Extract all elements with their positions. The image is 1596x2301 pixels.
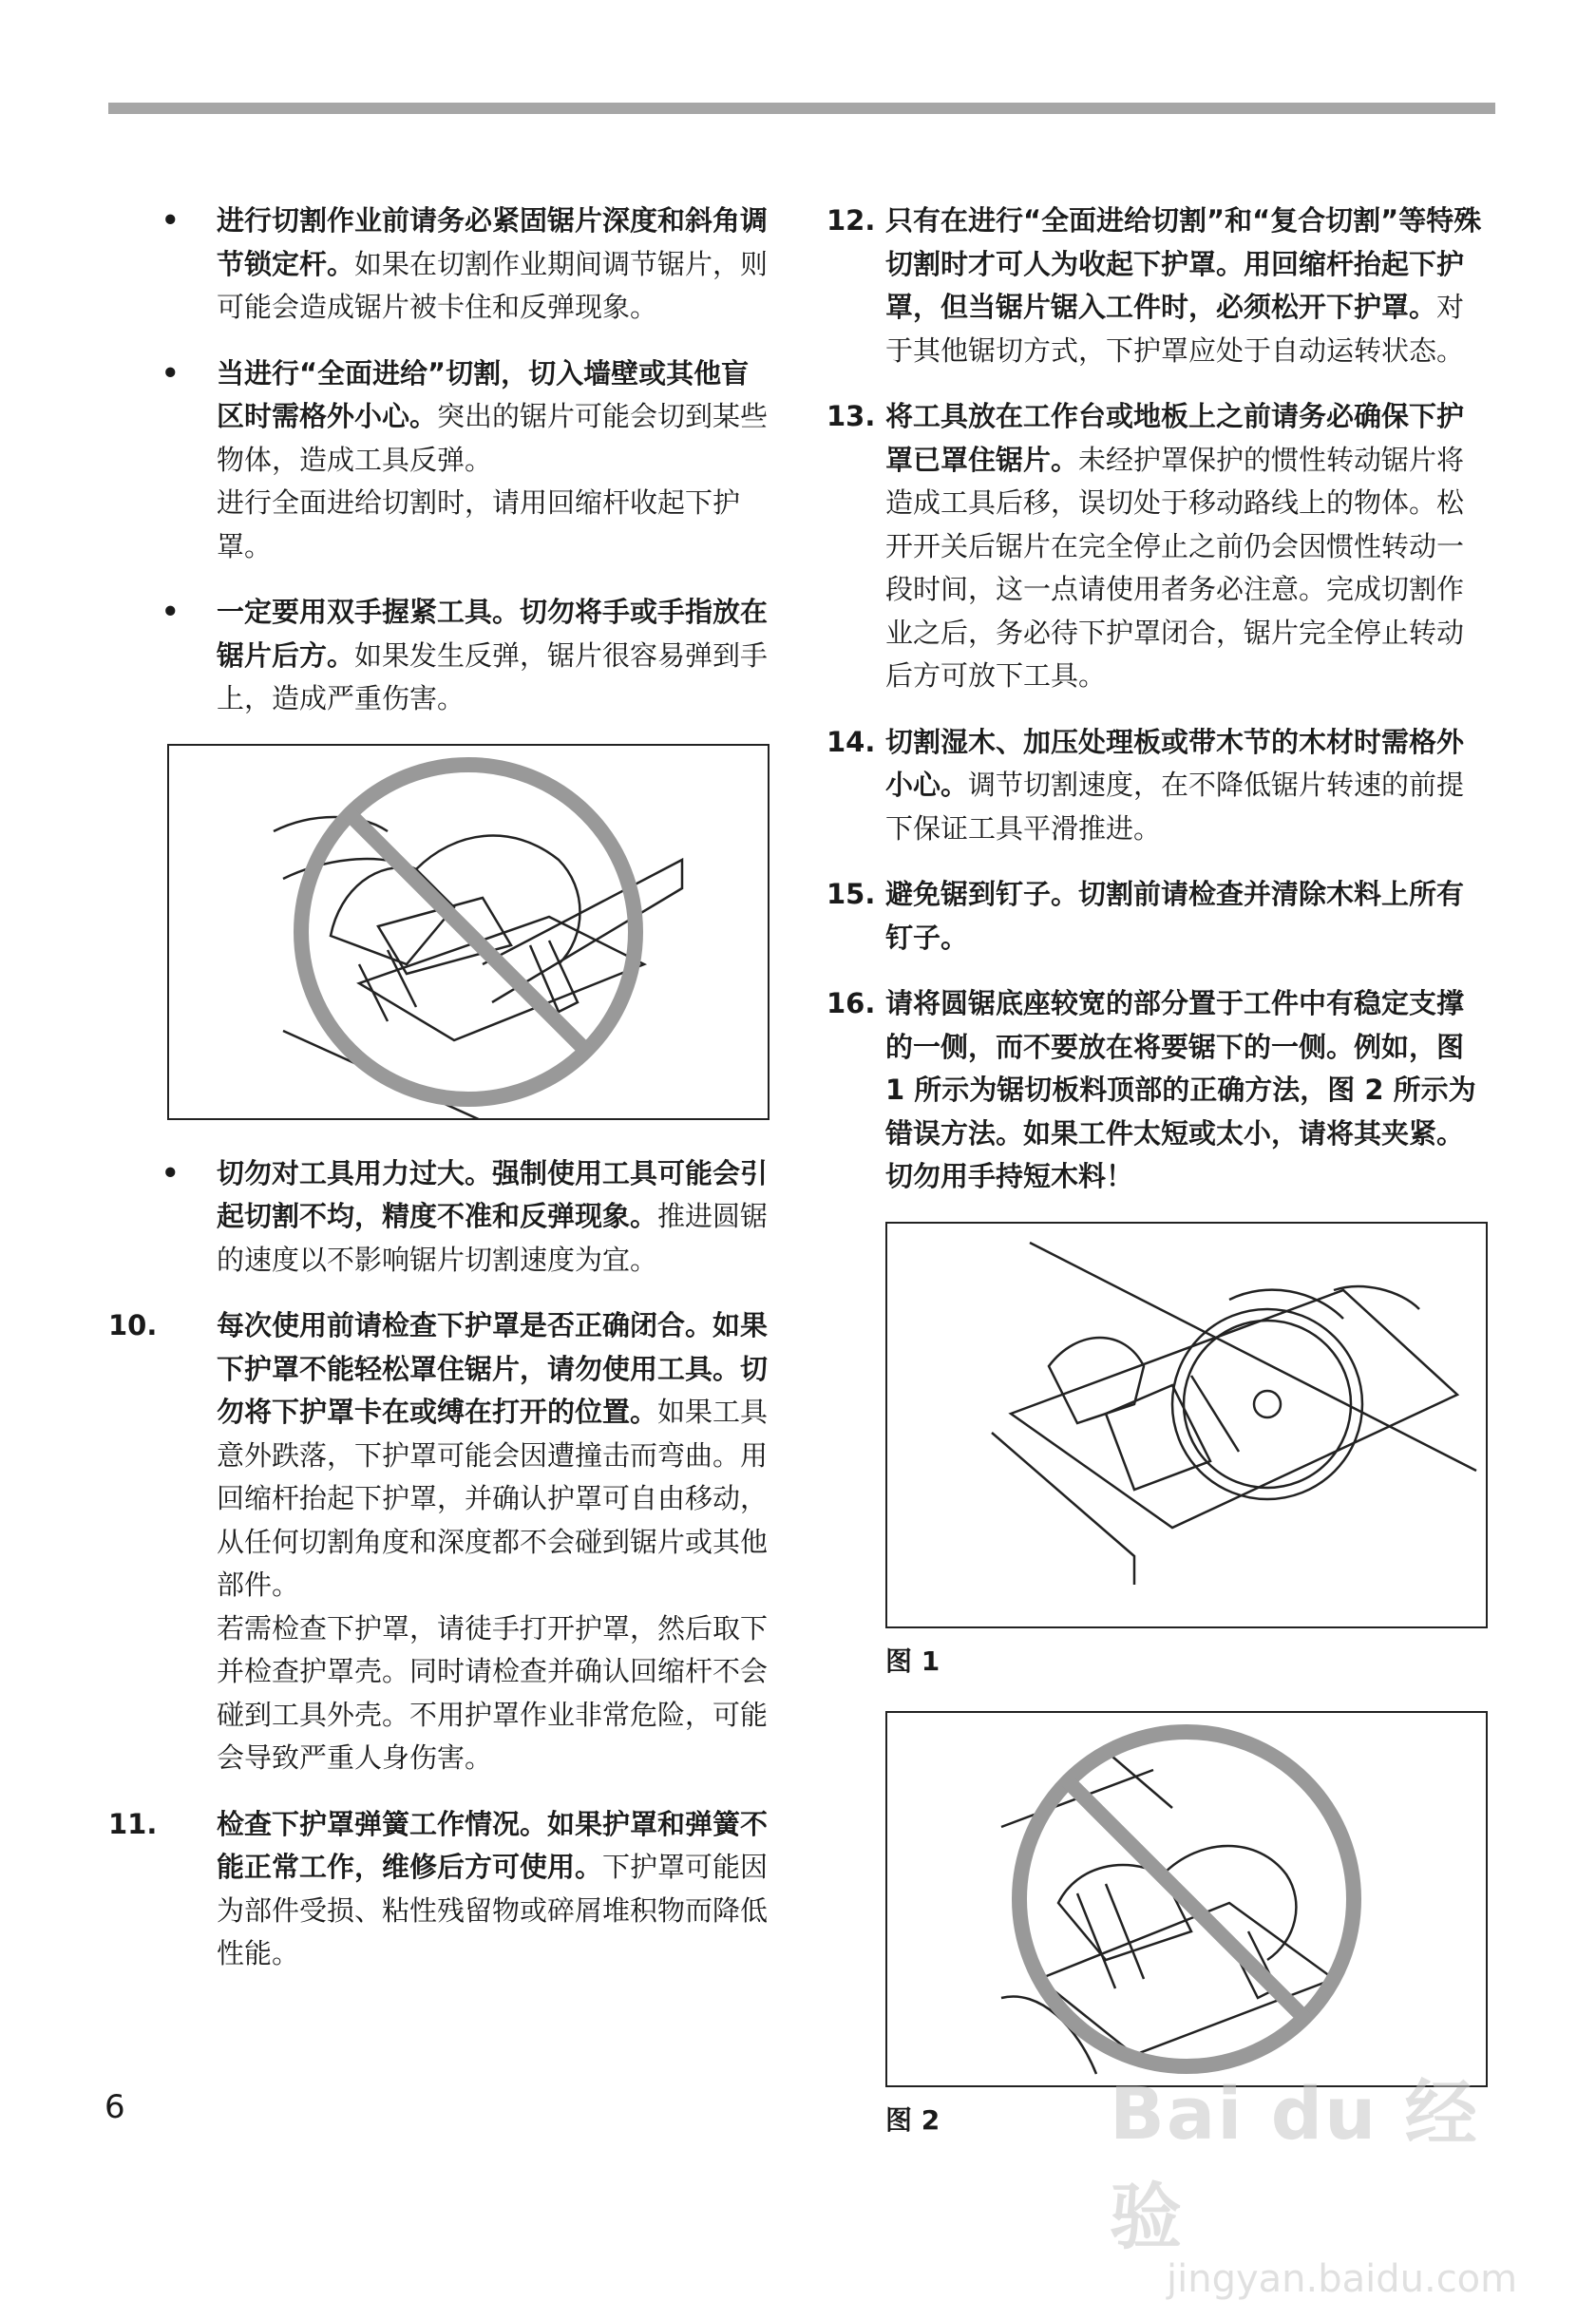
body-text-extra: 进行全面进给切割时，请用回缩杆收起下护罩。 bbox=[217, 486, 741, 562]
list-number: 14. bbox=[826, 725, 876, 758]
figure-prohibited-hand-position bbox=[167, 744, 770, 1120]
list-marker: • bbox=[162, 1156, 180, 1189]
warning-bold-text: 检查下护罩弹簧工作情况。如果护罩和弹簧不能正常工作，维修后方可使用。 bbox=[217, 1807, 769, 1883]
list-number: 13. bbox=[826, 400, 876, 432]
list-number: 16. bbox=[826, 987, 876, 1019]
body-text: 下护罩可能因为部件受损、粘性残留物或碎屑堆积物而降低性能。 bbox=[217, 1851, 769, 1969]
body-text-extra: 若需检查下护罩，请徒手打开护罩，然后取下并检查护罩壳。同时请检查并确认回缩杆不会碰到工具外壳。不用护罩作业非常危险，可能会导致严重人身伤害。 bbox=[217, 1611, 769, 1774]
list-item bbox=[826, 721, 1488, 851]
body-text: 如果工具意外跌落，下护罩可能会因遭撞击而弯曲。用回缩杆抬起下护罩，并确认护罩可自由移动，从任何切割角度和深度都不会碰到锯片或其他部件。 bbox=[217, 1396, 769, 1601]
list-item bbox=[826, 395, 1488, 698]
left-column bbox=[108, 200, 770, 1999]
page-number: 6 bbox=[104, 2088, 125, 2126]
watermark-logo: Bai du 经验 bbox=[1110, 2071, 1479, 2259]
warning-bold-text: 请将圆锯底座较宽的部分置于工件中有稳定支撑的一侧，而不要放在将要锯下的一侧。例如，图 1 所示为锯切板料顶部的正确方法，图 2 所示为错误方法。如果工件太短或太小，请将其夹紧。切勿用手持短木料！ bbox=[885, 987, 1476, 1192]
body-text: 如果发生反弹，锯片很容易弹到手上，造成严重伤害。 bbox=[217, 638, 769, 714]
list-item bbox=[826, 200, 1488, 372]
warning-bold-text: 每次使用前请检查下护罩是否正确闭合。如果下护罩不能轻松罩住锯片，请勿使用工具。切勿将下护罩卡在或缚在打开的位置。 bbox=[217, 1309, 769, 1428]
watermark-url: jingyan.baidu.com bbox=[1167, 2257, 1518, 2301]
list-number: 12. bbox=[826, 204, 876, 237]
body-text: 对于其他锯切方式，下护罩应处于自动运转状态。 bbox=[885, 291, 1465, 367]
body-text: 突出的锯片可能会切到某些物体，造成工具反弹。 bbox=[217, 400, 769, 476]
right-column bbox=[826, 200, 1488, 2142]
list-item bbox=[108, 1152, 770, 1283]
list-item bbox=[826, 873, 1488, 960]
list-marker: • bbox=[162, 204, 180, 237]
illustration-prohibited bbox=[169, 746, 768, 1118]
figure-2-wrong-method bbox=[885, 1711, 1488, 2087]
illustration-correct bbox=[887, 1224, 1486, 1626]
body-text: 未经护罩保护的惯性转动锯片将造成工具后移，误切处于移动路线上的物体。松开开关后锯片在完全停止之前仍会因惯性转动一段时间，这一点请使用者务必注意。完成切割作业之后，务必待下护罩闭合，锯片完全停止转动后方可放下工具。 bbox=[885, 443, 1465, 692]
list-marker: • bbox=[162, 596, 180, 628]
body-text: 推进圆锯的速度以不影响锯片切割速度为宜。 bbox=[217, 1200, 769, 1276]
list-item bbox=[108, 1803, 770, 1976]
warning-bold-text: 进行切割作业前请务必紧固锯片深度和斜角调节锁定杆。 bbox=[217, 204, 769, 280]
warning-bold-text: 切勿对工具用力过大。强制使用工具可能会引起切割不均，精度不准和反弹现象。 bbox=[217, 1156, 769, 1232]
warning-bold-text: 只有在进行“全面进给切割”和“复合切割”等特殊切割时才可人为收起下护罩。用回缩杆抬起下护罩，但当锯片锯入工件时，必须松开下护罩。 bbox=[885, 204, 1482, 323]
warning-bold-text: 当进行“全面进给”切割，切入墙壁或其他盲区时需格外小心。 bbox=[217, 356, 750, 432]
warning-bold-text: 一定要用双手握紧工具。切勿将手或手指放在锯片后方。 bbox=[217, 596, 769, 672]
warning-bold-text: 切割湿木、加压处理板或带木节的木材时需格外小心。 bbox=[885, 725, 1465, 801]
list-item bbox=[108, 200, 770, 330]
warning-bold-text: 避免锯到钉子。切割前请检查并清除木料上所有钉子。 bbox=[885, 878, 1465, 954]
list-item bbox=[108, 1304, 770, 1780]
figure-1-caption: 图 1 bbox=[885, 1645, 940, 1677]
list-number: 15. bbox=[826, 878, 876, 910]
list-item bbox=[108, 352, 770, 569]
top-rule bbox=[108, 103, 1495, 114]
figure-1-correct-method bbox=[885, 1222, 1488, 1628]
figure-2-caption: 图 2 bbox=[885, 2104, 940, 2136]
list-item bbox=[826, 982, 1488, 1199]
warning-bold-text: 将工具放在工作台或地板上之前请务必确保下护罩已罩住锯片。 bbox=[885, 400, 1465, 476]
list-marker: • bbox=[162, 356, 180, 390]
list-item bbox=[108, 591, 770, 721]
list-number: 11. bbox=[108, 1807, 158, 1840]
body-text: 调节切割速度，在不降低锯片转速的前提下保证工具平滑推进。 bbox=[885, 769, 1465, 845]
illustration-wrong bbox=[887, 1713, 1486, 2085]
body-text: 如果在切割作业期间调节锯片，则可能会造成锯片被卡住和反弹现象。 bbox=[217, 247, 769, 323]
list-number: 10. bbox=[108, 1309, 158, 1341]
watermark bbox=[1110, 2056, 1518, 2301]
